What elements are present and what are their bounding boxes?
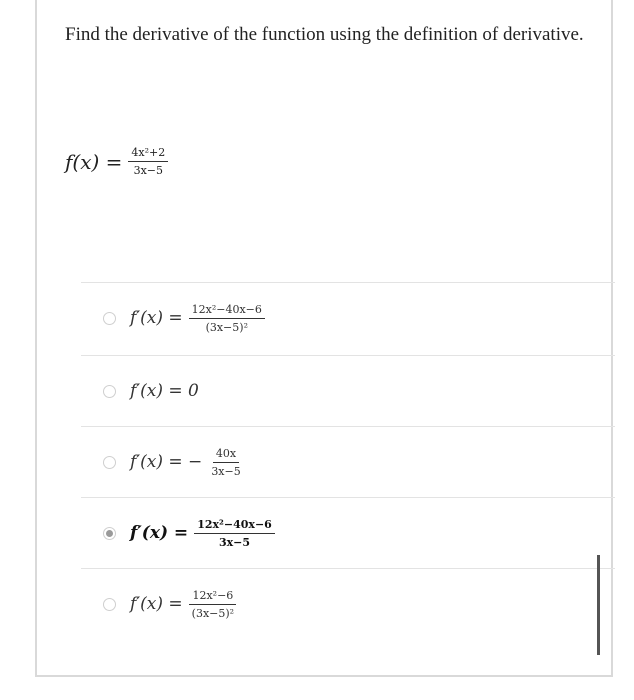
option-1-numerator: 12x²−40x−6: [189, 303, 265, 319]
scrollbar[interactable]: [597, 555, 600, 655]
option-4-math: [130, 518, 275, 549]
option-4-lhs: f′(x) =: [130, 523, 189, 543]
option-3-fraction: [208, 447, 243, 478]
radio-button[interactable]: [103, 385, 116, 398]
option-1-fraction: [189, 303, 265, 334]
function-fraction: [128, 146, 168, 177]
option-1-math: [130, 303, 265, 334]
option-1-denominator: (3x−5)²: [205, 320, 248, 334]
function-numerator: 4x²+2: [128, 146, 168, 162]
option-2-math: [130, 381, 199, 401]
function-lhs: f(x) =: [65, 149, 123, 174]
option-5-fraction: [189, 589, 237, 620]
option-3-math: [130, 447, 244, 478]
option-5-lhs: f′(x) =: [130, 594, 183, 614]
function-definition: [65, 146, 168, 177]
radio-button-selected[interactable]: [103, 527, 116, 540]
option-2-lhs: f′(x) = 0: [130, 381, 199, 401]
answer-option-2[interactable]: [81, 355, 615, 426]
answer-option-5[interactable]: [81, 568, 615, 639]
radio-button[interactable]: [103, 456, 116, 469]
option-5-math: [130, 589, 237, 620]
radio-button[interactable]: [103, 312, 116, 325]
answer-option-3[interactable]: [81, 426, 615, 497]
option-3-denominator: 3x−5: [211, 464, 241, 478]
option-1-lhs: f′(x) =: [130, 308, 183, 328]
option-3-lhs: f′(x) = −: [130, 452, 203, 472]
radio-button[interactable]: [103, 598, 116, 611]
option-4-numerator: 12x²−40x−6: [194, 518, 275, 534]
answer-option-1[interactable]: [81, 282, 615, 353]
option-4-fraction: [194, 518, 275, 549]
function-denominator: 3x−5: [133, 164, 164, 177]
option-3-numerator: 40x: [213, 447, 239, 463]
question-card: [35, 0, 613, 677]
answer-option-4[interactable]: [81, 497, 615, 568]
option-5-denominator: (3x−5)²: [191, 606, 235, 620]
option-4-denominator: 3x−5: [218, 535, 251, 549]
option-5-numerator: 12x²−6: [189, 589, 236, 605]
question-text: Find the derivative of the function using the definition of derivative.: [65, 24, 584, 45]
